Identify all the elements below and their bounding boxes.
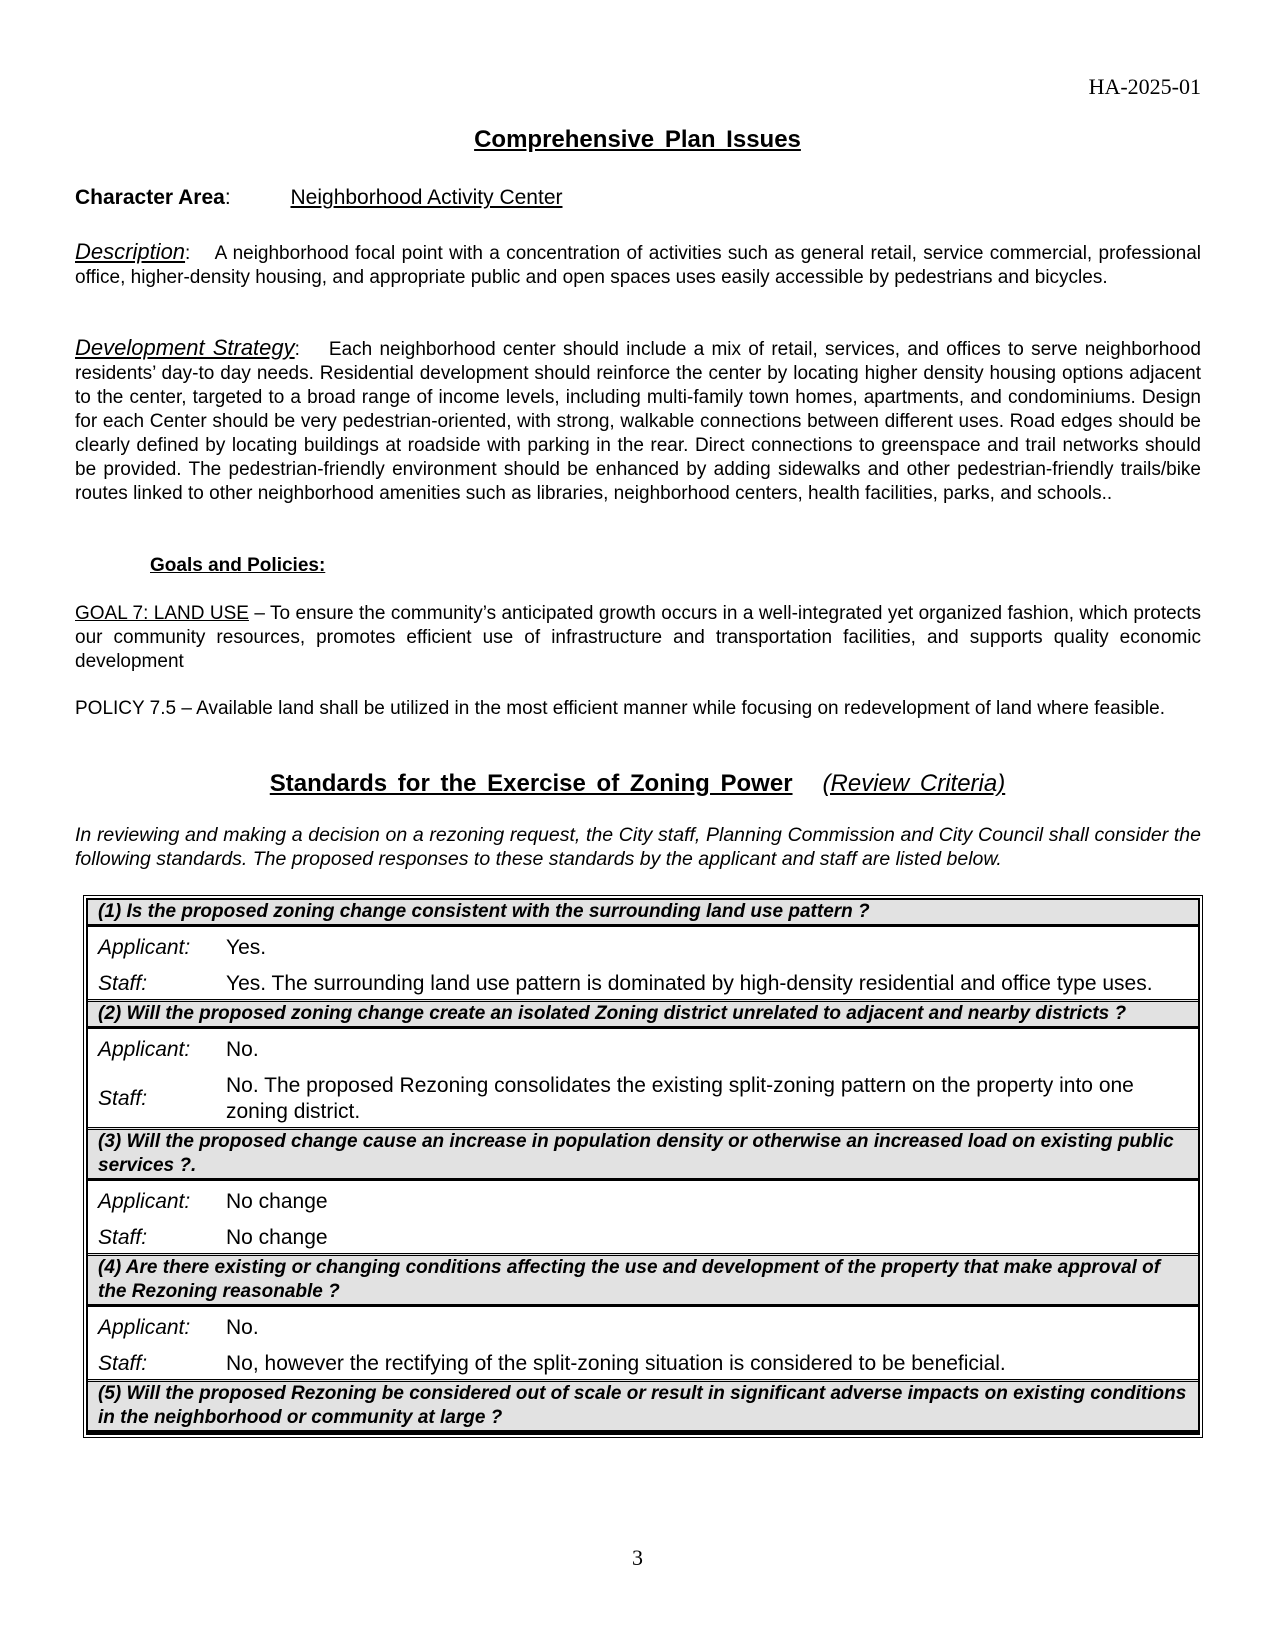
staff-response-row [88, 1067, 1198, 1127]
strategy-text: Each neighborhood center should include a mix of retail, services, and offices to serve neighborhood residents’ day-to day needs. Residential development should reinforce the center by locating higher density housing options adjacent to the center, targeted to a broad range of income levels, including multi-family town homes, apartments, and condominiums. Design for each Center should be very pedestrian-oriented, with strong, walkable connections between different uses. Road edges should be clearly defined by locating buildings at roadside with parking in the rear. Direct connections to greenspace and trail networks should be provided. The pedestrian-friendly environment should be enhanced by adding sidewalks and other pedestrian-friendly trails/bike routes linked to other neighborhood amenities such as libraries, neighborhood centers, health facilities, parks, and schools.. [75, 339, 1201, 504]
criteria-question: (5) Will the proposed Rezoning be considered out of scale or result in significant adverse impacts on existing conditions in the neighborhood or community at large ? [88, 1379, 1198, 1433]
staff-label: Staff: [98, 972, 148, 995]
staff-response: No, however the rectifying of the split-zoning situation is considered to be beneficial. [226, 1352, 1006, 1375]
staff-response-row [88, 1345, 1198, 1379]
staff-response: No. The proposed Rezoning consolidates the existing split-zoning pattern on the property into one zoning district. [226, 1074, 1134, 1123]
standards-title [0, 770, 1275, 798]
character-area-label: Character Area [75, 186, 225, 209]
review-criteria-table [86, 898, 1200, 1435]
criteria-question: (2) Will the proposed zoning change create an isolated Zoning district unrelated to adjacent and nearby districts ? [88, 999, 1198, 1029]
goal-text: – To ensure the community’s anticipated growth occurs in a well-integrated yet organized fashion, which protects our community resources, promotes efficient use of infrastructure and transportation facilities, and supports quality economic development [75, 603, 1201, 672]
applicant-label: Applicant: [98, 1038, 191, 1061]
goal-paragraph [75, 602, 1201, 674]
criteria-question-row [88, 1253, 1198, 1307]
description-text: A neighborhood focal point with a concentration of activities such as general retail, service commercial, professional office, higher-density housing, and appropriate public and open spaces uses easily accessible by pedestrians and bicycles. [75, 243, 1201, 288]
character-area-value: Neighborhood Activity Center [290, 186, 563, 209]
goals-heading: Goals and Policies: [150, 555, 326, 576]
goal-label: GOAL 7: LAND USE [75, 603, 249, 624]
applicant-response-row [88, 1029, 1198, 1067]
staff-label: Staff: [98, 1087, 148, 1110]
comp-plan-title-text: Comprehensive Plan Issues [474, 126, 801, 153]
criteria-question: (4) Are there existing or changing conditions affecting the use and development of the property that make approval of the Rezoning reasonable ? [88, 1253, 1198, 1307]
staff-response-row [88, 1219, 1198, 1253]
description-label: Description [75, 239, 186, 264]
staff-label: Staff: [98, 1352, 148, 1375]
applicant-response-row [88, 1307, 1198, 1345]
applicant-response: No. [226, 1038, 259, 1061]
staff-response: No change [226, 1226, 328, 1249]
description-paragraph: Description: A neighborhood focal point with a concentration of activities such as general retail, service commercial, professional office, higher-density housing, and appropriate public and open spaces uses easily accessible by pedestrians and bicycles. [75, 239, 1201, 288]
criteria-question: (1) Is the proposed zoning change consistent with the surrounding land use pattern ? [88, 900, 1198, 927]
standards-title-text: Standards for the Exercise of Zoning Power [269, 770, 793, 797]
policy-paragraph: POLICY 7.5 – Available land shall be utilized in the most efficient manner while focusing on redevelopment of land where feasible. [75, 698, 1165, 719]
applicant-label: Applicant: [98, 936, 191, 959]
applicant-response: No change [226, 1190, 328, 1213]
applicant-response: No. [226, 1316, 259, 1339]
standards-subtitle: (Review Criteria) [822, 770, 1006, 797]
character-area: Character Area: Neighborhood Activity Center [75, 186, 563, 209]
strategy-paragraph: Development Strategy: Each neighborhood center should include a mix of retail, services, and offices to serve neighborhood residents’ day-to day needs. Residential development should reinforce the center by locating higher density housing options adjacent to the center, targeted to a broad range of income levels, including multi-family town homes, apartments, and condominiums. Design for each Center should be very pedestrian-oriented, with strong, walkable connections between different uses. Road edges should be clearly defined by locating buildings at roadside with parking in the rear. Direct connections to greenspace and trail networks should be provided. The pedestrian-friendly environment should be enhanced by adding sidewalks and other pedestrian-friendly trails/bike routes linked to other neighborhood amenities such as libraries, neighborhood centers, health facilities, parks, and schools.. [75, 335, 1201, 504]
staff-response: Yes. The surrounding land use pattern is dominated by high-density residential and office type uses. [226, 972, 1153, 995]
criteria-question-row [88, 1379, 1198, 1433]
applicant-label: Applicant: [98, 1190, 191, 1213]
applicant-response-row [88, 927, 1198, 965]
criteria-question: (3) Will the proposed change cause an increase in population density or otherwise an increased load on existing public services ?. [88, 1127, 1198, 1181]
comp-plan-title [0, 126, 1275, 154]
applicant-label: Applicant: [98, 1316, 191, 1339]
page-number: 3 [632, 1545, 643, 1570]
staff-response-row [88, 965, 1198, 999]
applicant-response-row [88, 1181, 1198, 1219]
standards-intro: In reviewing and making a decision on a rezoning request, the City staff, Planning Commission and City Council shall consider the following standards. The proposed responses to these standards by the applicant and staff are listed below. [75, 824, 1201, 870]
criteria-question-row [88, 1127, 1198, 1181]
strategy-label: Development Strategy [75, 335, 295, 360]
criteria-question-row [88, 900, 1198, 927]
document-number: HA-2025-01 [1088, 74, 1201, 99]
applicant-response: Yes. [226, 936, 267, 959]
staff-label: Staff: [98, 1226, 148, 1249]
criteria-question-row [88, 999, 1198, 1029]
